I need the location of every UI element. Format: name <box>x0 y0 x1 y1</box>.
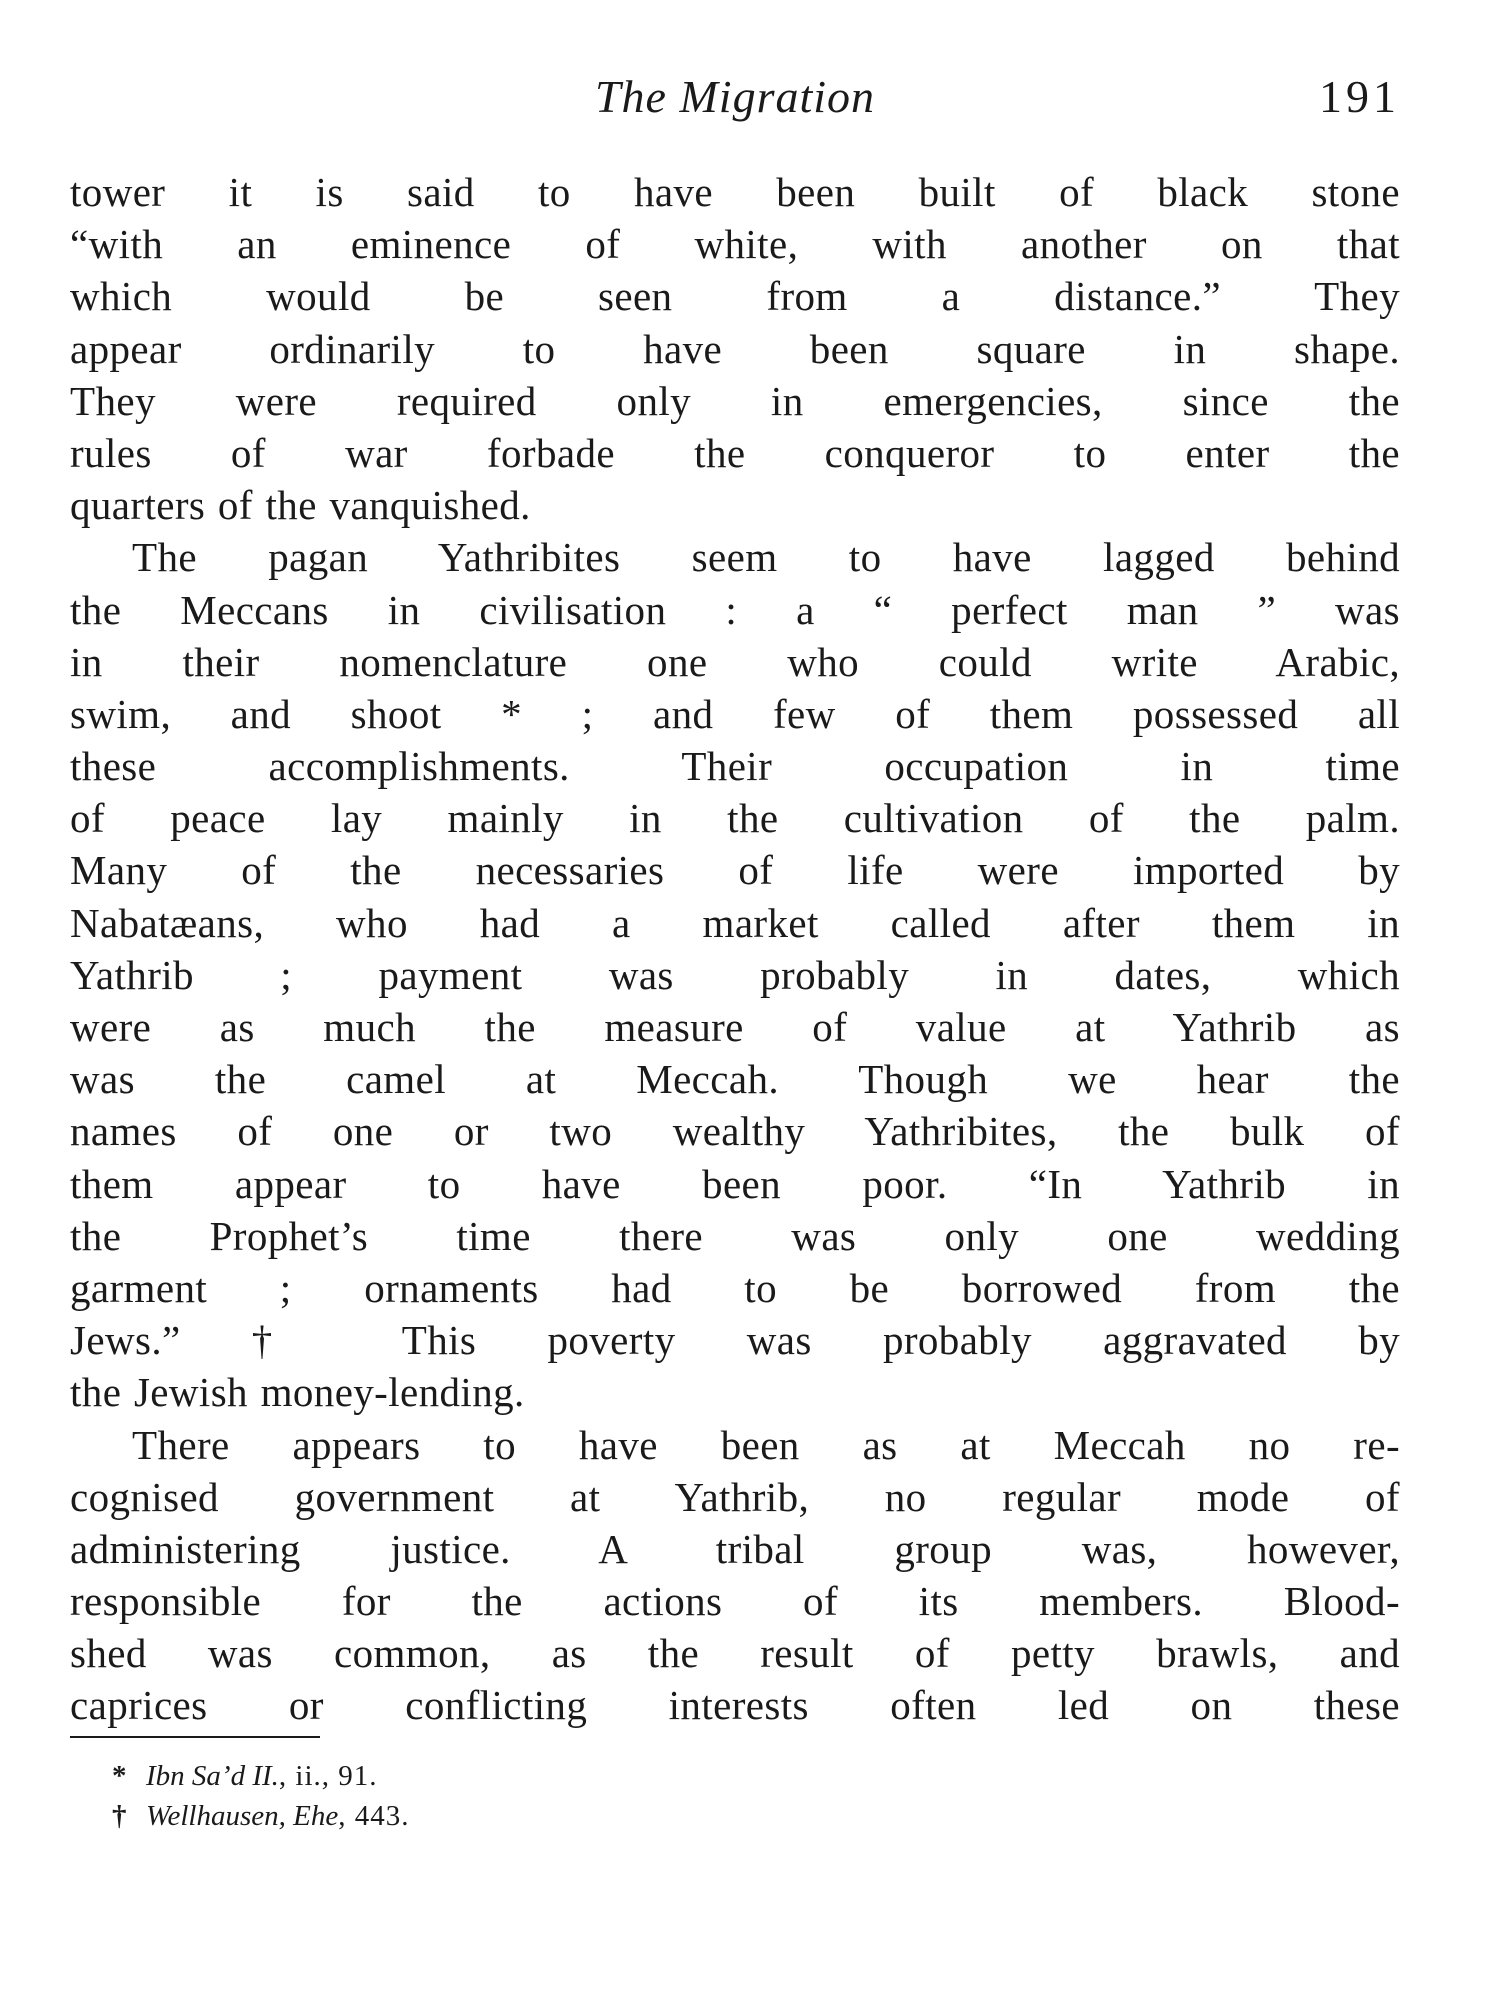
text-line: swim, and shoot * ; and few of them possessed all <box>70 690 1400 737</box>
text-line: Yathrib ; payment was probably in dates, which <box>70 951 1400 998</box>
text-line: shed was common, as the result of petty brawls, and <box>70 1630 1400 1677</box>
text-line: cognised government at Yathrib, no regular mode of <box>70 1473 1400 1520</box>
paragraph-end-line: quarters of the vanquished. <box>70 482 531 529</box>
text-line: responsible for the actions of its members. Blood- <box>70 1578 1400 1625</box>
footnote-2 <box>112 1796 409 1836</box>
text-line: in their nomenclature one who could write Arabic, <box>70 638 1400 685</box>
running-title: The Migration <box>594 71 876 122</box>
text-line: Nabatæans, who had a market called after them in <box>70 899 1400 946</box>
text-line: administering justice. A tribal group was, however, <box>70 1525 1400 1572</box>
text-line: caprices or conflicting interests often led on these <box>70 1682 1400 1729</box>
text-line: were as much the measure of value at Yathrib as <box>70 1004 1400 1050</box>
footnote-marker: † <box>112 1800 127 1832</box>
text-line: rules of war forbade the conqueror to enter the <box>70 429 1400 476</box>
footnote-reference: Wellhausen, Ehe <box>146 1800 339 1832</box>
footnotes <box>112 1756 409 1836</box>
paragraph-start-line: There appears to have been as at Meccah no re- <box>132 1421 1400 1468</box>
text-line: They were required only in emergencies, since the <box>70 377 1400 424</box>
footnote-reference: Ibn Sa’d II. <box>146 1760 279 1792</box>
text-line: Jews.” † This poverty was probably aggravated by <box>70 1317 1400 1364</box>
text-line: them appear to have been poor. “In Yathrib in <box>70 1160 1400 1207</box>
footnote-rule <box>70 1736 320 1738</box>
footnote-citation: , ii., 91. <box>278 1760 378 1792</box>
text-line: of peace lay mainly in the cultivation of the palm. <box>70 795 1400 842</box>
body-text <box>70 166 1400 1732</box>
text-line: appear ordinarily to have been square in shape. <box>70 325 1400 372</box>
page-number: 191 <box>1319 71 1400 122</box>
running-head <box>70 62 1400 132</box>
text-line: which would be seen from a distance.” They <box>70 273 1400 320</box>
text-line: names of one or two wealthy Yathribites, the bulk of <box>70 1108 1400 1155</box>
text-line: tower it is said to have been built of black stone <box>70 169 1400 215</box>
text-line: was the camel at Meccah. Though we hear the <box>70 1056 1400 1103</box>
paragraph-start-line: The pagan Yathribites seem to have lagged behind <box>132 534 1400 581</box>
text-line: the Prophet’s time there was only one wedding <box>70 1212 1400 1259</box>
text-line: Many of the necessaries of life were imported by <box>70 847 1400 894</box>
footnote-1 <box>112 1756 409 1796</box>
footnote-marker: * <box>112 1760 127 1792</box>
paragraph-end-line: the Jewish money-lending. <box>70 1369 525 1416</box>
text-line: garment ; ornaments had to be borrowed from the <box>70 1264 1400 1311</box>
footnote-citation: , 443. <box>338 1800 410 1832</box>
text-line: the Meccans in civilisation : a “ perfect man ” was <box>70 586 1400 633</box>
text-line: these accomplishments. Their occupation in time <box>70 743 1400 790</box>
text-line: “with an eminence of white, with another on that <box>70 221 1400 268</box>
